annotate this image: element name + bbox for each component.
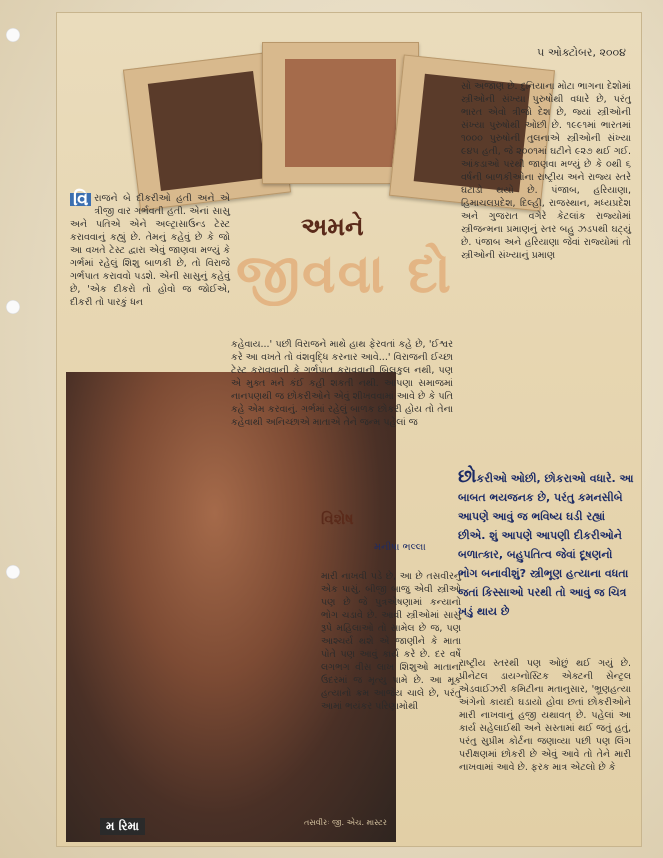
left-column-body: રાજને બે દીકરીઓ હતી અને એ ત્રીજી વાર ગર્ભવતી હતી. એનાં સાસુ અને પતિએ એને અલ્ટ્રાસાઉન્ડ ટેસ્ટ કરાવવાનું કહ્યું છે. તેમનું કહેવું છે કે જો આ વખતે ટેસ્ટ દ્વારા એવું જાણવા મળ્યું કે ગર્ભમાં રહેલું શિશુ બાળકી છે, તો વિરાજે ગર્ભપાત કરાવવો પડશે. એની સાસુનું કહેવું છે, 'એક દીકરો તો હોવો જ જોઈએ, દીકરી તો પારકું ધન xyxy=(70,193,230,308)
left-column-text xyxy=(70,189,230,309)
photo-credit: તસવીરઃ જી. એચ. માસ્ટર xyxy=(304,818,387,827)
middle-column-2-text: મારી નાખવી પડે છે, આ છે તસવીરનું એક પાસું. બીજી બાજુ એવી સ્ત્રીઓ પણ છે જે પુત્રએષણામાં કન્યાનો ભોગ ચડાવે છે. આવી સ્ત્રીઓમાં સાસુ રૂપે મહિલાઓ તો સામેલ છે જ, પણ આશ્ચર્ય થશે એ જાણીને કે માતા પોતે પણ આવું કાર્ય કરે છે. દર વર્ષે લગભગ વીસ લાખ શિશુઓ માતાના ઉદરમાં જ મૃત્યુ પામે છે. આ મૂક હત્યાનો ક્રમ આજેય ચાલે છે, પરંતુ આમાં ભયંકર પરિણામોથી xyxy=(321,571,461,712)
section-label: વિશેષ xyxy=(321,510,354,528)
middle-column-1-text: કહેવાય...' પછી વિરાજને માથે હાથ ફેરવતાં કહે છે, 'ઈશ્વર કરે આ વખતે તો વંશવૃદ્ધિ કરનાર આવે...' વિરાજની ઈચ્છા ટેસ્ટ કરાવવાની કે ગર્ભપાત કરાવવાની બિલકુલ નથી, પણ એ મુક્ત મને કંઈ કહી શકતી નથી. આપણા સમાજમાં નાનપણથી જ છોકરીઓને એવું શીખવવામાં આવે છે કે પતિ કહે એમ કરવાનું. ગર્ભમાં રહેલું બાળક છોકરી હોય તો તેના કહેવાથી અનિચ્છાએ માતાએ તેને જન્મ પહેલાં જ xyxy=(231,339,453,428)
punch-hole xyxy=(6,28,20,42)
newspaper-clipping xyxy=(56,12,642,847)
publication-date: ૫ ઓક્ટોબર, ૨૦૦૪ xyxy=(537,46,626,59)
headline-line-2: જીવવા દો xyxy=(236,242,454,305)
headline-line-1: અમને xyxy=(301,212,364,241)
right-column-top-text: સો અજાણ છે. દુનિયાના મોટા ભાગના દેશોમાં સ્ત્રીઓની સંખ્યા પુરુષોથી વધારે છે, પરંતુ ભારત એવો ત્રીજો દેશ છે, જ્યાં સ્ત્રીઓની સંખ્યા પુરુષોથી ઓછી છે. ૧૯૯૧માં ભારતમાં ૧૦૦૦ પુરુષોની તુલનાએ સ્ત્રીઓની સંખ્યા ૯૪૫ હતી, જે ૨૦૦૧માં ઘટીને ૯૨૭ થઈ ગઈ. આંકડાઓ પરથી જાણવા મળ્યું છે કે ૦થી ૬ વર્ષની બાળકીઓના રાષ્ટ્રીય અને રાજ્ય સ્તરે ઘટાડો થયો છે. પંજાબ, હરિયાણા, હિમાચલપ્રદેશ, દિલ્હી, રાજસ્થાન, મધ્યપ્રદેશ અને ગુજરાત વગેરે કેટલાંક રાજ્યોમાં સ્ત્રીજન્મના પ્રમાણનું સ્તર બહુ ઝડપથી ઘટ્યું છે. પંજાબ અને હરિયાણા જેવાં રાજ્યોમાં તો સ્ત્રીઓની સંખ્યાનું પ્રમાણ xyxy=(461,81,631,261)
punch-hole xyxy=(6,300,20,314)
punch-hole xyxy=(6,565,20,579)
dropcap: વિ xyxy=(70,193,91,206)
magazine-name: મ રિમા xyxy=(100,818,145,835)
right-column-bottom-text: રાષ્ટ્રીય સ્તરથી પણ ઓછું થઈ ગયું છે. પ્રીનેટલ ડાયગ્નોસ્ટિક એક્ટની સેન્ટ્રલ એડવાઈઝરી કમિટીના મતાનુસાર, 'ભ્રૂણહત્યા અંગેનો કાયદો ઘડાયો હોવા છતાં છોકરીઓને મારી નાખવાનું હજી યથાવત્ છે. પહેલાં આ કાર્ય સહેલાઈથી અને સસ્તામાં થઈ જતું હતું, પરંતુ સુપ્રીમ કોર્ટના જણાવ્યા પછી પણ લિંગ પરીક્ષણમાં છોકરી છે એવું આવે તો તેને મારી નાખવામાં આવે છે. ફરક માત્ર એટલો છે કે xyxy=(459,658,631,773)
author-byline: મનીષા ભલ્લા xyxy=(374,542,426,553)
pull-quote: છોકરીઓ ઓછી, છોકરાઓ વધારે. આ બાબત ભયજનક છે, પરંતુ કમનસીબે આપણે આવું જ ભવિષ્ય ઘડી રહ્યાં છીએ. શું આપણે આપણી દીકરીઓને બળાત્કાર, બહુપતિત્વ જેવાં દૂષણનો ભોગ બનાવીશું? સ્ત્રીભૂણ હત્યાના વધતા જતાં કિસ્સાઓ પરથી તો આવું જ ચિત્ર ખડું થાય છે xyxy=(458,466,634,618)
